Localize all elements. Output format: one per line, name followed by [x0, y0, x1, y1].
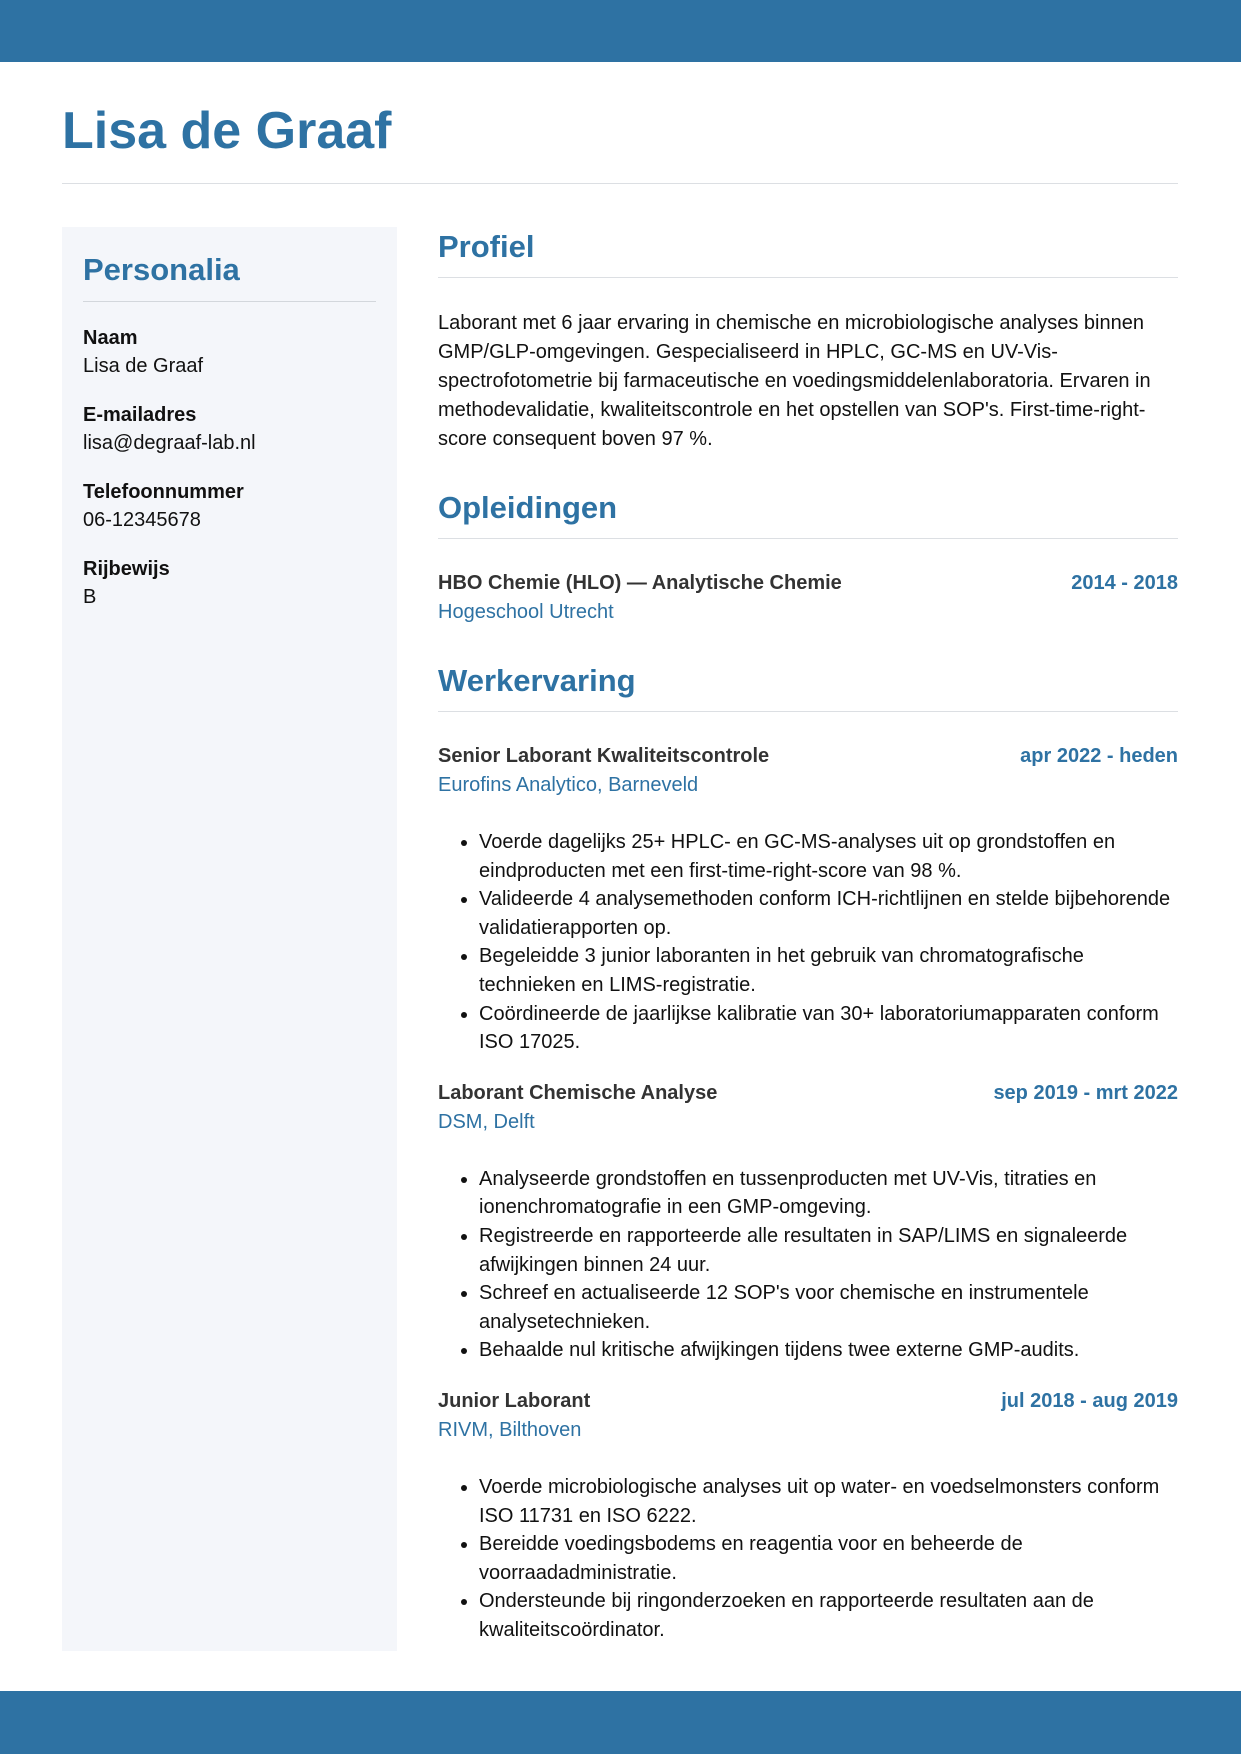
bullet-item: • Begeleidde 3 junior laboranten in het gebruik van chromatografische technieken en LIMS-registratie.: [479, 942, 1178, 999]
education-title: Opleidingen: [438, 490, 618, 525]
field-email: [83, 401, 376, 457]
profile-title: Profiel: [438, 229, 535, 264]
bullet-list: [438, 1165, 1178, 1365]
personalia-title: Personalia: [83, 252, 240, 287]
footer-band: [0, 1691, 1241, 1754]
entry-title: HBO Chemie (HLO) — Analytische Chemie: [438, 572, 842, 594]
entry-org: Eurofins Analytico, Barneveld: [438, 774, 699, 796]
entry-date: 2014 - 2018: [1071, 572, 1178, 594]
field-label: Telefoonnummer: [83, 481, 244, 504]
field-telefoon: [83, 478, 376, 534]
bullet-item: • Voerde microbiologische analyses uit op water- en voedselmonsters conform ISO 11731 en ISO 6222.: [479, 1473, 1178, 1530]
experience-entry: [438, 1079, 1178, 1365]
field-label: Naam: [83, 327, 138, 350]
field-rijbewijs: [83, 555, 376, 611]
entry-date: jul 2018 - aug 2019: [1001, 1389, 1178, 1412]
entry-org: RIVM, Bilthoven: [438, 1418, 582, 1441]
main-content: [438, 227, 1178, 1644]
personalia-divider: [83, 301, 376, 302]
bullet-item: • Registreerde en rapporteerde alle resultaten in SAP/LIMS en signaleerde afwijkingen binnen 24 uur.: [479, 1222, 1178, 1279]
bullet-item: • Behaalde nul kritische afwijkingen tijdens twee externe GMP-audits.: [479, 1336, 1178, 1365]
field-value: B: [83, 586, 97, 609]
field-value: 06-12345678: [83, 509, 201, 532]
entry-date: sep 2019 - mrt 2022: [993, 1081, 1178, 1104]
bullet-item: • Ondersteunde bij ringonderzoeken en rapporteerde resultaten aan de kwaliteitscoördinator.: [479, 1587, 1178, 1644]
experience-entry: [438, 1387, 1178, 1645]
bullet-item: • Analyseerde grondstoffen en tussenproducten met UV-Vis, titraties en ionenchromatografie in een GMP-omgeving.: [479, 1165, 1178, 1222]
candidate-name: Lisa de Graaf: [62, 102, 392, 160]
field-value: Lisa de Graaf: [83, 355, 204, 378]
bullet-item: • Voerde dagelijks 25+ HPLC- en GC-MS-analyses uit op grondstoffen en eindproducten met een first-time-right-score van 98 %.: [479, 828, 1178, 885]
entry-title: Senior Laborant Kwaliteitscontrole: [438, 745, 770, 767]
sidebar: [62, 227, 397, 1651]
name-divider: [62, 183, 1178, 184]
header-band: [0, 0, 1241, 62]
bullet-item: • Schreef en actualiseerde 12 SOP's voor chemische en instrumentele analysetechnieken.: [479, 1279, 1178, 1336]
entry-org: Hogeschool Utrecht: [438, 601, 614, 623]
field-naam: [83, 324, 376, 380]
section-divider: [438, 277, 1178, 278]
education-section: [438, 488, 1178, 627]
section-divider: [438, 711, 1178, 712]
bullet-item: • Bereidde voedingsbodems en reagentia voor en beheerde de voorraadadministratie.: [479, 1530, 1178, 1587]
profile-text: Laborant met 6 jaar ervaring in chemische en microbiologische analyses binnen GMP/GLP-omgevingen. Gespecialiseerd in HPLC, GC-MS en UV-Vis-spectrofotometrie bij farmaceutische en voedingsmiddelenlaboratoria. Ervaren in methodevalidatie, kwaliteitscontrole en het opstellen van SOP's. First-time-right-score consequent boven 97 %.: [438, 312, 1151, 450]
bullet-list: [438, 828, 1178, 1057]
profile-section: [438, 227, 1178, 454]
entry-title: Laborant Chemische Analyse: [438, 1081, 718, 1104]
experience-section: [438, 661, 1178, 1644]
education-entry: [438, 569, 1178, 627]
experience-entry: [438, 742, 1178, 1057]
field-label: Rijbewijs: [83, 558, 170, 581]
bullet-list: [438, 1473, 1178, 1645]
entry-title: Junior Laborant: [438, 1389, 591, 1412]
bullet-item: • Valideerde 4 analysemethoden conform ICH-richtlijnen en stelde bijbehorende validatierapporten op.: [479, 885, 1178, 942]
field-label: E-mailadres: [83, 404, 197, 427]
section-divider: [438, 538, 1178, 539]
experience-title: Werkervaring: [438, 663, 636, 698]
entry-org: DSM, Delft: [438, 1110, 535, 1133]
field-value: lisa@degraaf-lab.nl: [83, 432, 256, 455]
entry-date: apr 2022 - heden: [1020, 745, 1178, 767]
bullet-item: • Coördineerde de jaarlijkse kalibratie van 30+ laboratoriumapparaten conform ISO 17025.: [479, 1000, 1178, 1057]
